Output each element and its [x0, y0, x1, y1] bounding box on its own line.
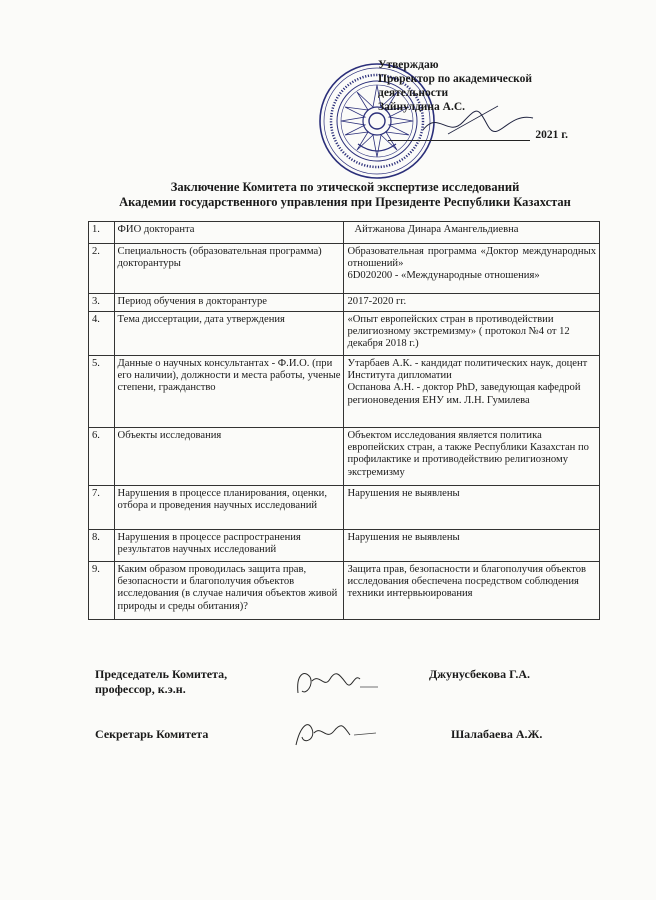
row-number: 8. — [89, 530, 115, 562]
title-line-1: Заключение Комитета по этической экспертизе исследований — [170, 180, 520, 194]
row-question: ФИО докторанта — [114, 222, 344, 244]
row-answer — [344, 356, 600, 428]
answer-text-2: Оспанова А.Н. - доктор PhD, заведующая кафедрой регионоведения ЕНУ им. Л.Н. Гумилева — [347, 382, 581, 406]
secretary-signature — [290, 715, 380, 751]
approval-date: 2021 г. — [535, 129, 568, 141]
row-question: Объекты исследования — [114, 428, 344, 486]
document-title — [40, 180, 650, 210]
answer-text: Айтжанова Динара Амангельдиевна — [354, 224, 519, 235]
table-row — [89, 222, 600, 244]
row-answer — [344, 244, 600, 294]
row-answer: Защита прав, безопасности и благополучия объектов исследования обеспечена посредством соблюдения техники интервьюирования — [344, 562, 600, 620]
approval-line-4: Зайнулдина А.С. — [378, 101, 466, 113]
row-number: 7. — [89, 486, 115, 530]
approval-line-1: Утверждаю — [378, 59, 439, 71]
table-row — [89, 312, 600, 356]
approval-block — [378, 58, 618, 141]
row-number: 1. — [89, 222, 115, 244]
table-row — [89, 530, 600, 562]
row-answer: 2017-2020 гг. — [344, 294, 600, 312]
secretary-title: Секретарь Комитета — [95, 727, 209, 741]
answer-text: Образовательная программа «Доктор международных отношений» — [347, 246, 596, 270]
row-answer: Объектом исследования является политика европейских стран, а также Республики Казахстан по профилактике и противодействию религиозному экстремизму — [344, 428, 600, 486]
chair-title — [95, 667, 227, 697]
row-answer: Нарушения не выявлены — [344, 486, 600, 530]
row-answer — [344, 222, 600, 244]
table-row — [89, 294, 600, 312]
row-question: Период обучения в докторантуре — [114, 294, 344, 312]
row-question: Тема диссертации, дата утверждения — [114, 312, 344, 356]
row-number: 2. — [89, 244, 115, 294]
row-question: Нарушения в процессе планирования, оценки, отбора и проведения научных исследований — [114, 486, 344, 530]
row-number: 5. — [89, 356, 115, 428]
conclusion-table — [88, 221, 600, 620]
chair-title-line-1: Председатель Комитета, — [95, 667, 228, 681]
table-row — [89, 562, 600, 620]
row-question: Каким образом проводилась защита прав, безопасности и благополучия объектов исследования (в случае наличия объектов живой природы и среды обитания)? — [114, 562, 344, 620]
table-row — [89, 428, 600, 486]
title-line-2: Академии государственного управления при Президенте Республики Казахстан — [119, 195, 571, 209]
row-question: Данные о научных консультантах - Ф.И.О. (при его наличии), должности и места работы, ученые степени, гражданство — [114, 356, 344, 428]
chair-name: Джунусбекова Г.А. — [429, 667, 531, 681]
table-row — [89, 486, 600, 530]
row-number: 6. — [89, 428, 115, 486]
chair-signature — [290, 665, 380, 701]
row-number: 3. — [89, 294, 115, 312]
chair-title-line-2: профессор, к.э.н. — [95, 682, 186, 696]
table-row — [89, 356, 600, 428]
row-question: Специальность (образовательная программа) докторантуры — [114, 244, 344, 294]
approval-line-2: Проректор по академической — [378, 73, 533, 85]
answer-text: Утарбаев А.К. - кандидат политических наук, доцент Института дипломатии — [347, 358, 588, 382]
row-answer: Нарушения не выявлены — [344, 530, 600, 562]
approval-line-3: деятельности — [378, 87, 449, 99]
row-number: 9. — [89, 562, 115, 620]
row-answer: «Опыт европейских стран в противодействии религиозному экстремизму» ( протокол №4 от 12 декабря 2018 г.) — [344, 312, 600, 356]
row-number: 4. — [89, 312, 115, 356]
row-question: Нарушения в процессе распространения результатов научных исследований — [114, 530, 344, 562]
table-row — [89, 244, 600, 294]
secretary-name: Шалабаева А.Ж. — [451, 727, 543, 741]
answer-text-2: 6D020200 - «Международные отношения» — [347, 270, 540, 282]
